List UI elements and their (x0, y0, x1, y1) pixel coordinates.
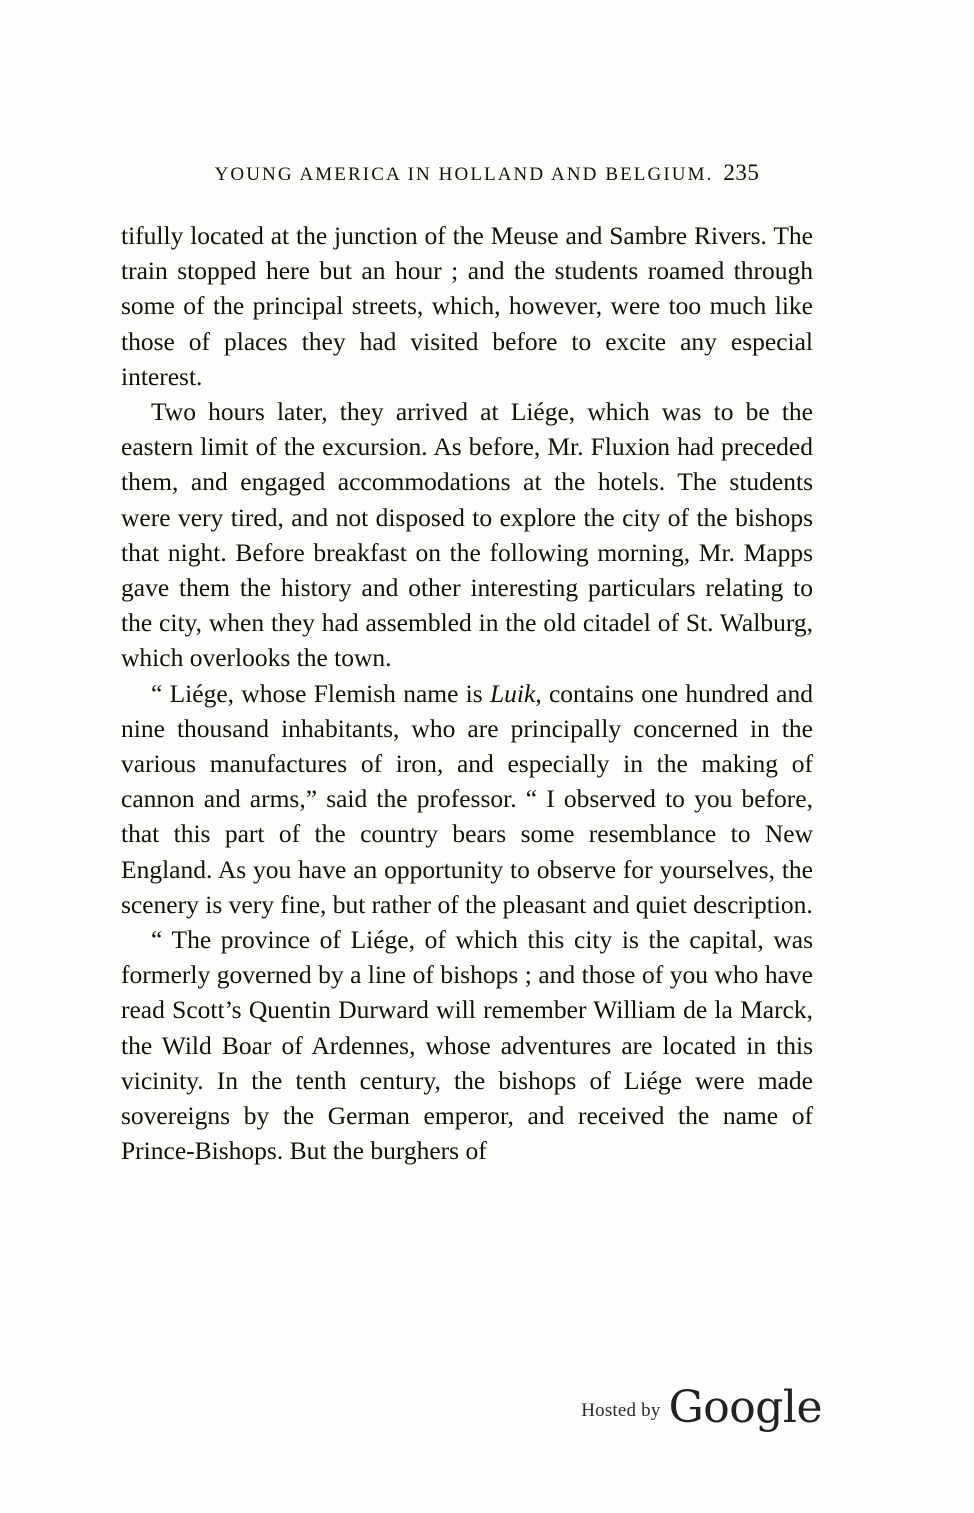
google-logo-text: Google (668, 1382, 822, 1433)
paragraph-4: “ The province of Liége, of which this city is the capital, was formerly governed by a line of bishops ; and those of you who have read Scott’s Quentin Durward will remember William de la Marck, the Wild Boar of Ardennes, whose adventures are located in this vicinity. In the tenth century, the bishops of Liége were made sovereigns by the German emperor, and received the name of Prince-Bishops. But the burghers of (121, 925, 813, 1166)
hosted-by-google-footer (0, 1382, 974, 1433)
running-head-title: YOUNG AMERICA IN HOLLAND AND BELGIUM. (214, 164, 714, 185)
paragraph-3-post-italic: , contains one hundred and nine thousand inhabitants, who are principally concerned in the various manufactures of iron, and especially in the making of cannon and arms,” said the professor. “ I observed to you before, that this part of the country bears some resemblance to New England. As you have an opportunity to observe for yourselves, the scenery is very fine, but rather of the pleasant and quiet description. (121, 678, 813, 919)
paragraph-3-italic-term: Luik (489, 678, 536, 708)
paragraph-3-pre-italic: “ Liége, whose Flemish name is (151, 678, 490, 708)
page-number: 235 (723, 160, 760, 185)
hosted-by-label: Hosted by (581, 1400, 661, 1421)
running-head (0, 160, 974, 186)
body-text (121, 218, 813, 1168)
paragraph-2: Two hours later, they arrived at Liége, which was to be the eastern limit of the excursion. As before, Mr. Fluxion had preceded them, and engaged accommodations at the hotels. The students were very tired, and not disposed to explore the city of the bishops that night. Before breakfast on the following morning, Mr. Mapps gave them the history and other interesting particulars relating to the city, when they had assembled in the old citadel of St. Walburg, which overlooks the town. (121, 397, 813, 673)
paragraph-1: tifully located at the junction of the Meuse and Sambre Rivers. The train stopped here but an hour ; and the students roamed through some of the principal streets, which, however, were too much like those of places they had visited before to excite any especial interest. (121, 221, 813, 391)
paragraph-3 (121, 676, 813, 922)
